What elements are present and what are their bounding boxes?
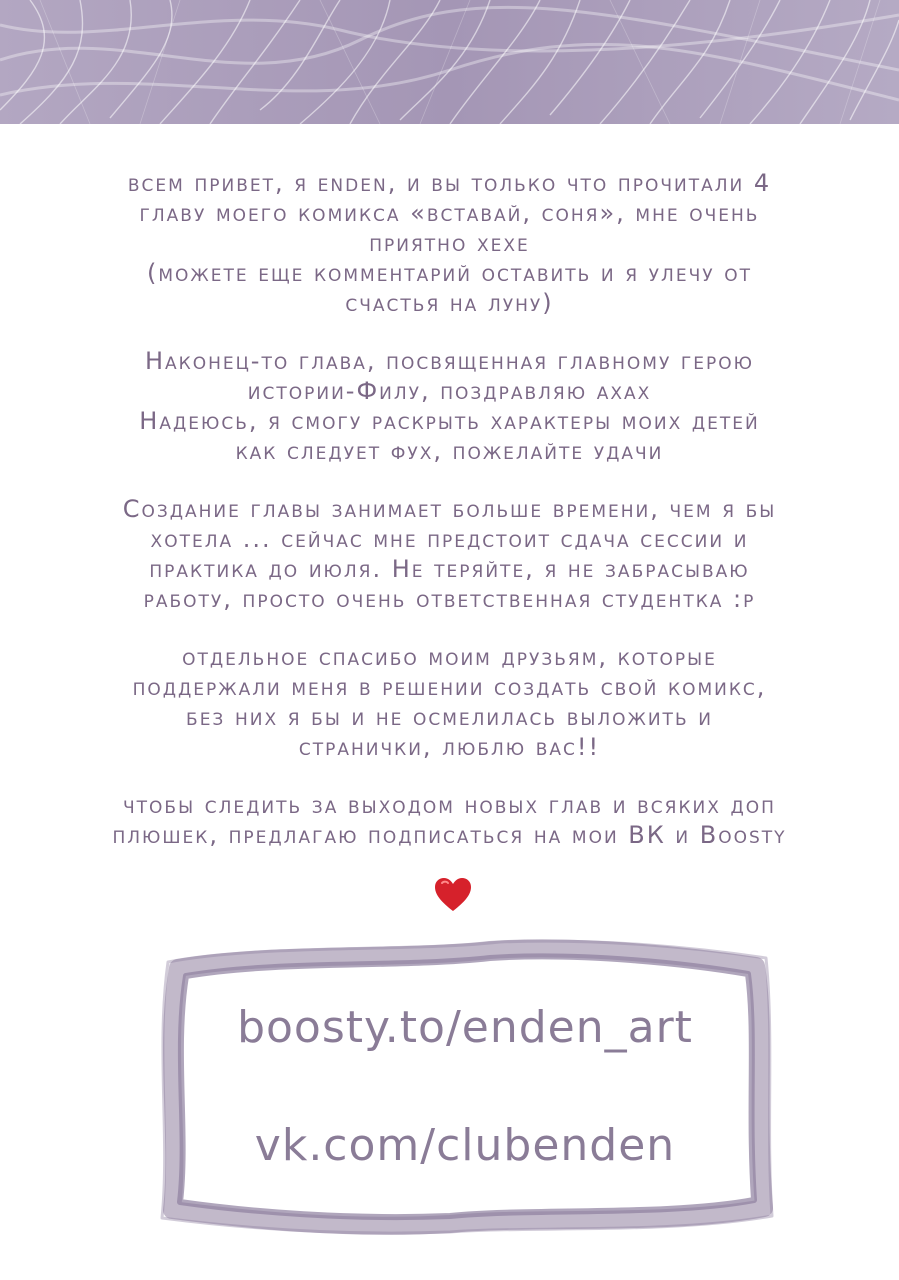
banner-texture [0,0,899,124]
links-frame [150,938,780,1238]
message-paragraph-intro: всем привет, я enden, и вы только что прочитали 4 главу моего комикса «вставай, соня», мне очень приятно хехе (можете еще комментарий оставить и я улечу от счастья на луну) [127,169,772,317]
message-paragraph-schedule: Создание главы занимает больше времени, чем я бы хотела ... сейчас мне предстоит сдача сессии и практика до июля. Не теряйте, я не забрасываю работу, просто очень ответственная студентка :р [122,495,777,613]
vk-link[interactable]: vk.com/clubenden [254,1120,676,1171]
boosty-link[interactable]: boosty.to/enden_art [237,1002,693,1053]
author-message [20,168,879,878]
textured-header-banner [0,0,899,124]
message-paragraph-thanks: отдельное спасибо моим друзьям, которые поддержали меня в решении создать свой комикс, без них я бы и не осмелилась выложить и странички, люблю вас!! [132,643,767,761]
red-heart-icon [434,877,472,913]
message-paragraph-subscribe: чтобы следить за выходом новых глав и всяких доп плюшек, предлагаю подписаться на мои ВК и Boosty [112,791,787,849]
message-paragraph-chapter: Наконец-то глава, посвященная главному герою истории-Филу, поздравляю ахах Надеюсь, я смогу раскрыть характеры моих детей как следует фух, пожелайте удачи [139,347,760,465]
